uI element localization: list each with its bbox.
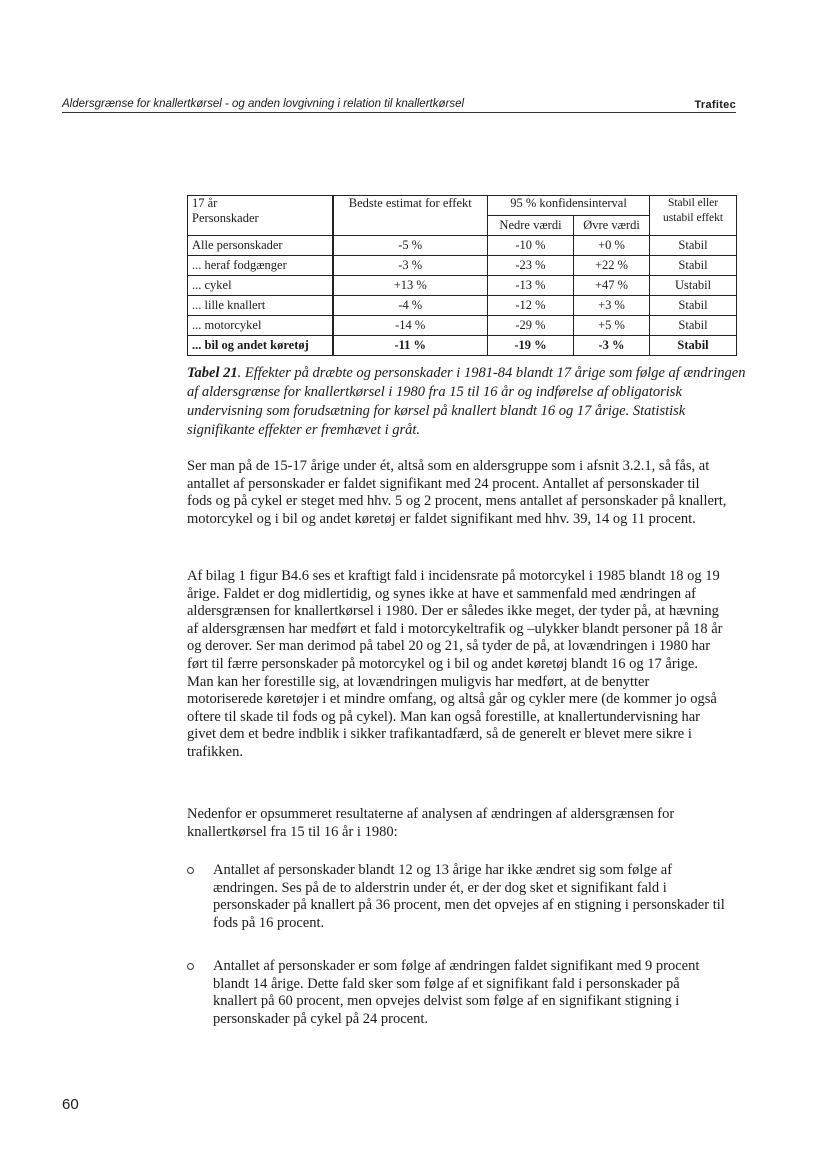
header-ci: 95 % konfidensinterval	[488, 196, 650, 216]
summary-list-2	[187, 958, 727, 1028]
row-lower: -10 %	[488, 236, 574, 256]
row-label: ... cykel	[188, 276, 333, 296]
bullet-icon	[187, 963, 194, 970]
row-upper: +0 %	[574, 236, 650, 256]
row-estimate: -3 %	[333, 256, 488, 276]
header-age-line1: 17 år	[192, 196, 218, 210]
list-item-text: Antallet af personskader er som følge af ændringen faldet signifikant med 9 procent blandt 14 årige. Dette fald sker som følge af et signifikant fald i personskader på knallert på 60 procent, men opvejes delvist som følge af en signifikant stigning i personskader på cykel på 24 procent.	[213, 958, 700, 1027]
row-lower: -23 %	[488, 256, 574, 276]
paragraph-1: Ser man på de 15-17 årige under ét, altså som en aldersgruppe som i afsnit 3.2.1, så fås, at antallet af personskader er faldet signifikant med 24 procent. Antallet af personskader til fods og på cykel er steget med hhv. 5 og 2 procent, mens antallet af personskader på knallert, motorcykel og i bil og andet køretøj er faldet signifikant med hhv. 39, 14 og 11 procent.	[187, 458, 727, 527]
row-upper: +47 %	[574, 276, 650, 296]
page-number: 60	[62, 1096, 79, 1113]
paragraph-3: Nedenfor er opsummeret resultaterne af analysen af ændringen af aldersgrænsen for knallertkørsel fra 15 til 16 år i 1980:	[187, 806, 675, 840]
row-estimate: +13 %	[333, 276, 488, 296]
list-item	[187, 958, 727, 1028]
header-stability-line1: Stabil eller	[667, 197, 719, 209]
row-upper: +22 %	[574, 256, 650, 276]
header-brand: Trafitec	[694, 99, 736, 111]
table-row	[188, 336, 737, 356]
list-item-text: Antallet af personskader blandt 12 og 13 årige har ikke ændret sig som følge af ændringen. Ses på de to alderstrin under ét, er der dog sket et signifikant fald i personskader på knallert på 36 procent, men det opvejes af en stigning i personskader til fods på 16 procent.	[213, 862, 725, 931]
row-upper: +5 %	[574, 316, 650, 336]
header-estimate: Bedste estimat for effekt	[333, 196, 488, 236]
row-upper: -3 %	[574, 336, 650, 356]
caption-label: Tabel 21	[187, 365, 238, 381]
running-header	[62, 96, 736, 113]
header-title: Aldersgrænse for knallertkørsel - og anden lovgivning i relation til knallertkørsel	[62, 98, 465, 110]
table-row	[188, 276, 737, 296]
header-stability	[650, 196, 737, 236]
table-row	[188, 236, 737, 256]
header-stability-line2: ustabil effekt	[662, 212, 724, 224]
row-label: Alle personskader	[188, 236, 333, 256]
row-upper: +3 %	[574, 296, 650, 316]
row-lower: -12 %	[488, 296, 574, 316]
row-stability: Ustabil	[650, 276, 737, 296]
header-upper: Øvre værdi	[574, 216, 650, 236]
list-item	[187, 862, 727, 932]
table-header-row	[188, 196, 737, 216]
header-age-line2: Personskader	[192, 211, 259, 225]
effect-table	[187, 195, 737, 356]
table-row	[188, 256, 737, 276]
row-label: ... heraf fodgænger	[188, 256, 333, 276]
caption-text: . Effekter på dræbte og personskader i 1981-84 blandt 17 årige som følge af ændringen af aldersgrænse for knallertkørsel i 1980 fra 15 til 16 år og indførelse af obligatorisk undervisning som forudsætning for kørsel på knallert blandt 16 og 17 årige. Statistisk signifikante effekter er fremhævet i gråt.	[187, 365, 746, 438]
row-label: ... bil og andet køretøj	[188, 336, 333, 356]
row-estimate: -11 %	[333, 336, 488, 356]
table-caption	[187, 364, 747, 440]
summary-list	[187, 862, 727, 932]
row-estimate: -5 %	[333, 236, 488, 256]
row-stability: Stabil	[650, 336, 737, 356]
row-lower: -29 %	[488, 316, 574, 336]
row-estimate: -14 %	[333, 316, 488, 336]
row-stability: Stabil	[650, 256, 737, 276]
row-stability: Stabil	[650, 296, 737, 316]
bullet-icon	[187, 867, 194, 874]
row-estimate: -4 %	[333, 296, 488, 316]
table-row	[188, 316, 737, 336]
paragraph-2: Af bilag 1 figur B4.6 ses et kraftigt fald i incidensrate på motorcykel i 1985 blandt 18 og 19 årige. Faldet er dog midlertidig, og synes ikke at have et sammenfald med ændringen af aldersgrænsen for knallertkørsel i 1980. Der er således ikke meget, der tyder på, at hævning af aldersgrænsen har medført et fald i motorcykeltrafik og –ulykker blandt personer på 18 år og derover. Ser man derimod på tabel 20 og 21, så tyder de på, at lovændringen i 1980 har ført til færre personskader på motorcykel og i bil og andet køretøj blandt 16 og 17 årige. Man kan her forestille sig, at lovændringen muligvis har medført, at de benytter motoriserede køretøjer i et mindre omfang, og altså går og cykler mere (de kommer jo også oftere til skade til fods og på cykel). Man kan også forestille, at knallertundervisning har givet dem et bedre indblik i sikker trafikantadfærd, så de generelt er blevet mere sikre i trafikken.	[187, 568, 723, 760]
row-stability: Stabil	[650, 316, 737, 336]
row-label: ... lille knallert	[188, 296, 333, 316]
header-age	[188, 196, 333, 236]
table-row	[188, 296, 737, 316]
header-lower: Nedre værdi	[488, 216, 574, 236]
row-stability: Stabil	[650, 236, 737, 256]
row-lower: -13 %	[488, 276, 574, 296]
row-label: ... motorcykel	[188, 316, 333, 336]
row-lower: -19 %	[488, 336, 574, 356]
